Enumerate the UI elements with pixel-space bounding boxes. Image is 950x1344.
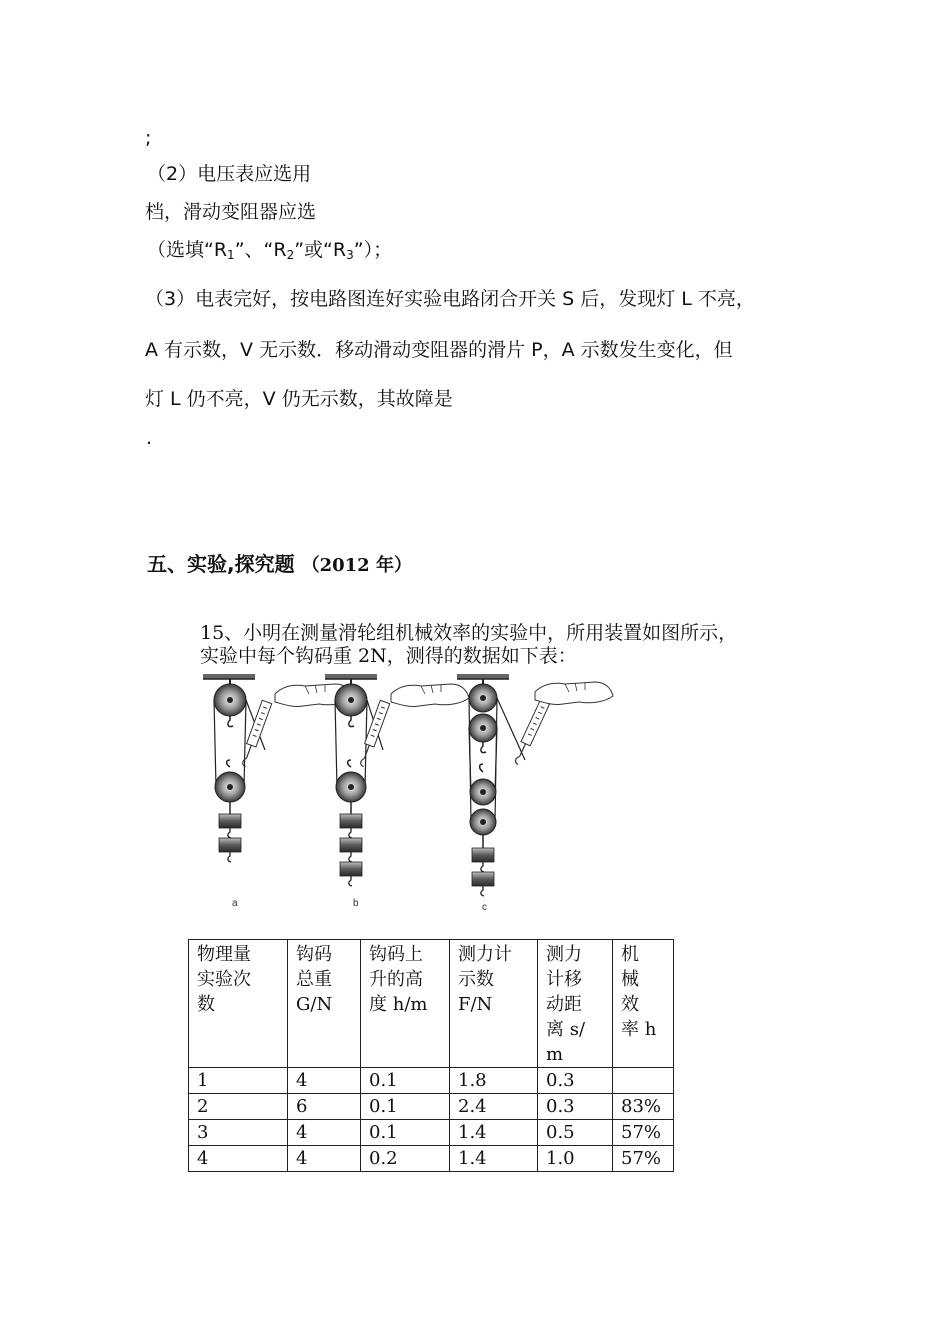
header-text: 率 h: [621, 1019, 657, 1040]
table-cell: 1.0: [538, 1146, 613, 1172]
q2-sub-3: 3: [346, 248, 354, 262]
question-15-line-2: 实验中每个钩码重 2N，测得的数据如下表：: [200, 645, 577, 667]
header-text: G/N: [296, 994, 333, 1015]
table-header-row: [189, 940, 674, 1068]
header-cell-efficiency: [613, 940, 674, 1068]
table-cell: 0.1: [361, 1094, 450, 1120]
table-cell: 3: [189, 1120, 288, 1146]
section-heading: [147, 548, 412, 577]
pulley-setup-b: [325, 674, 469, 909]
header-text: 总重: [296, 969, 332, 990]
table-row: [189, 1068, 674, 1094]
header-text: 钩码上: [369, 944, 423, 965]
table-row: [189, 1146, 674, 1172]
question-2-line-3: [147, 238, 392, 267]
q2-sub-2: 2: [286, 248, 295, 262]
header-text: 实验次: [197, 969, 251, 990]
table-cell: 1: [189, 1068, 288, 1094]
q2-text-d: ”）；: [353, 239, 393, 261]
table-cell: 0.1: [361, 1120, 450, 1146]
table-cell: 57%: [613, 1146, 674, 1172]
header-text: m: [546, 1044, 564, 1065]
header-cell-height: [361, 940, 450, 1068]
table-cell: 6: [288, 1094, 361, 1120]
table-cell: 0.2: [361, 1146, 450, 1172]
table-cell: 0.5: [538, 1120, 613, 1146]
pulley-system-figure: [195, 672, 615, 912]
q2-sub-1: 1: [227, 248, 235, 262]
figure-label-a: a: [232, 898, 238, 909]
figure-label-c: c: [482, 902, 487, 912]
header-text: 物理量: [197, 944, 251, 965]
section-title: 五、实验,探究题: [147, 552, 295, 576]
header-cell-force: [450, 940, 538, 1068]
header-text: 效: [621, 994, 639, 1015]
section-year: （2012 年）: [301, 555, 412, 576]
table-cell: 0.3: [538, 1094, 613, 1120]
header-text: 测力计: [458, 944, 512, 965]
header-cell-weight: [288, 940, 361, 1068]
header-text: 动距: [546, 994, 582, 1015]
table-row: [189, 1120, 674, 1146]
header-cell-distance: [538, 940, 613, 1068]
table-cell: 1.8: [450, 1068, 538, 1094]
table-cell: 1.4: [450, 1120, 538, 1146]
header-text: 数: [197, 994, 215, 1015]
header-text: 示数: [458, 969, 494, 990]
header-text: 钩码: [296, 944, 332, 965]
question-3-line-1: （3）电表完好，按电路图连好实验电路闭合开关 S 后，发现灯 L 不亮，: [145, 288, 755, 310]
question-3-line-2: A 有示数，V 无示数．移动滑动变阻器的滑片 P，A 示数发生变化，但: [145, 339, 733, 361]
table-cell: 0.1: [361, 1068, 450, 1094]
header-text: 升的高: [369, 969, 423, 990]
q2-text-a: （选填“R: [147, 239, 228, 261]
data-table: [188, 939, 674, 1172]
question-3-line-3: 灯 L 仍不亮，V 仍无示数，其故障是: [145, 388, 453, 410]
question-2-line-2: 档，滑动变阻器应选: [145, 201, 317, 223]
table-cell: 1.4: [450, 1146, 538, 1172]
question-3-end: .: [146, 427, 153, 449]
header-text: 测力: [546, 944, 582, 965]
header-text: 离 s/: [546, 1019, 586, 1040]
table-row: [189, 1094, 674, 1120]
question-15-line-1: 15、小明在测量滑轮组机械效率的实验中，所用装置如图所示，: [200, 622, 738, 644]
pulley-setup-a: [203, 674, 353, 909]
header-text: 机: [621, 944, 639, 965]
table-cell: 2: [189, 1094, 288, 1120]
table-cell: 57%: [613, 1120, 674, 1146]
header-text: 度 h/m: [369, 994, 428, 1015]
table-cell: 4: [189, 1146, 288, 1172]
table-cell: 83%: [613, 1094, 674, 1120]
header-text: F/N: [458, 994, 493, 1015]
table-cell: [613, 1068, 674, 1094]
header-text: 计移: [546, 969, 582, 990]
semicolon-line: ;: [145, 127, 152, 149]
pulley-setup-c: [457, 674, 613, 912]
table-cell: 0.3: [538, 1068, 613, 1094]
header-text: 械: [621, 969, 639, 990]
q2-text-b: ”、“R: [234, 239, 287, 261]
question-2-line-1: （2）电压表应选用: [147, 163, 312, 185]
table-cell: 4: [288, 1068, 361, 1094]
header-cell-quantity: [189, 940, 288, 1068]
figure-label-b: b: [353, 898, 359, 909]
table-cell: 4: [288, 1146, 361, 1172]
q2-text-c: ”或“R: [294, 239, 347, 261]
table-cell: 4: [288, 1120, 361, 1146]
table-cell: 2.4: [450, 1094, 538, 1120]
